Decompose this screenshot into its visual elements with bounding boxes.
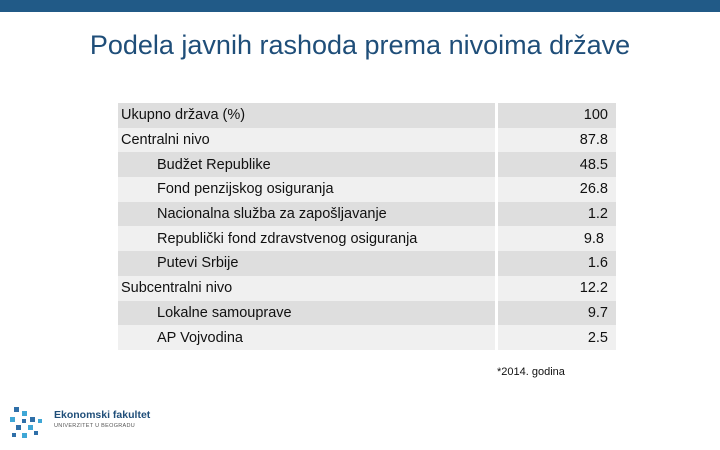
row-label: Putevi Srbije	[118, 251, 495, 276]
table-row	[118, 103, 616, 128]
row-value: 1.6	[498, 251, 616, 276]
table-row	[118, 251, 616, 276]
row-value: 87.8	[498, 128, 616, 153]
row-value: 2.5	[498, 325, 616, 350]
logo-name: Ekonomski fakultet	[54, 409, 151, 421]
table-row	[118, 128, 616, 153]
top-accent-bar	[0, 0, 720, 12]
row-value: 48.5	[498, 152, 616, 177]
row-value: 26.8	[498, 177, 616, 202]
row-label: Centralni nivo	[118, 128, 495, 153]
table-row	[118, 226, 616, 251]
table-row	[118, 177, 616, 202]
row-label: Ukupno država (%)	[118, 103, 495, 128]
row-label: Nacionalna služba za zapošljavanje	[118, 202, 495, 227]
table-row	[118, 276, 616, 301]
table-row	[118, 325, 616, 350]
faculty-logo-icon	[10, 405, 50, 445]
row-label: Republički fond zdravstvenog osiguranja	[118, 226, 495, 251]
row-value: 12.2	[498, 276, 616, 301]
row-value: 9.7	[498, 301, 616, 326]
table-row	[118, 202, 616, 227]
row-value: 9.8	[498, 226, 616, 251]
footnote: *2014. godina	[497, 366, 565, 378]
table-row	[118, 301, 616, 326]
table-row	[118, 152, 616, 177]
row-label: Lokalne samouprave	[118, 301, 495, 326]
expenditure-table	[118, 103, 616, 350]
row-value: 100	[498, 103, 616, 128]
logo-subtitle: UNIVERZITET U BEOGRADU	[54, 423, 136, 429]
row-label: Subcentralni nivo	[118, 276, 495, 301]
row-label: Fond penzijskog osiguranja	[118, 177, 495, 202]
row-value: 1.2	[498, 202, 616, 227]
row-label: AP Vojvodina	[118, 325, 495, 350]
row-label: Budžet Republike	[118, 152, 495, 177]
slide-title: Podela javnih rashoda prema nivoima države	[89, 30, 631, 60]
